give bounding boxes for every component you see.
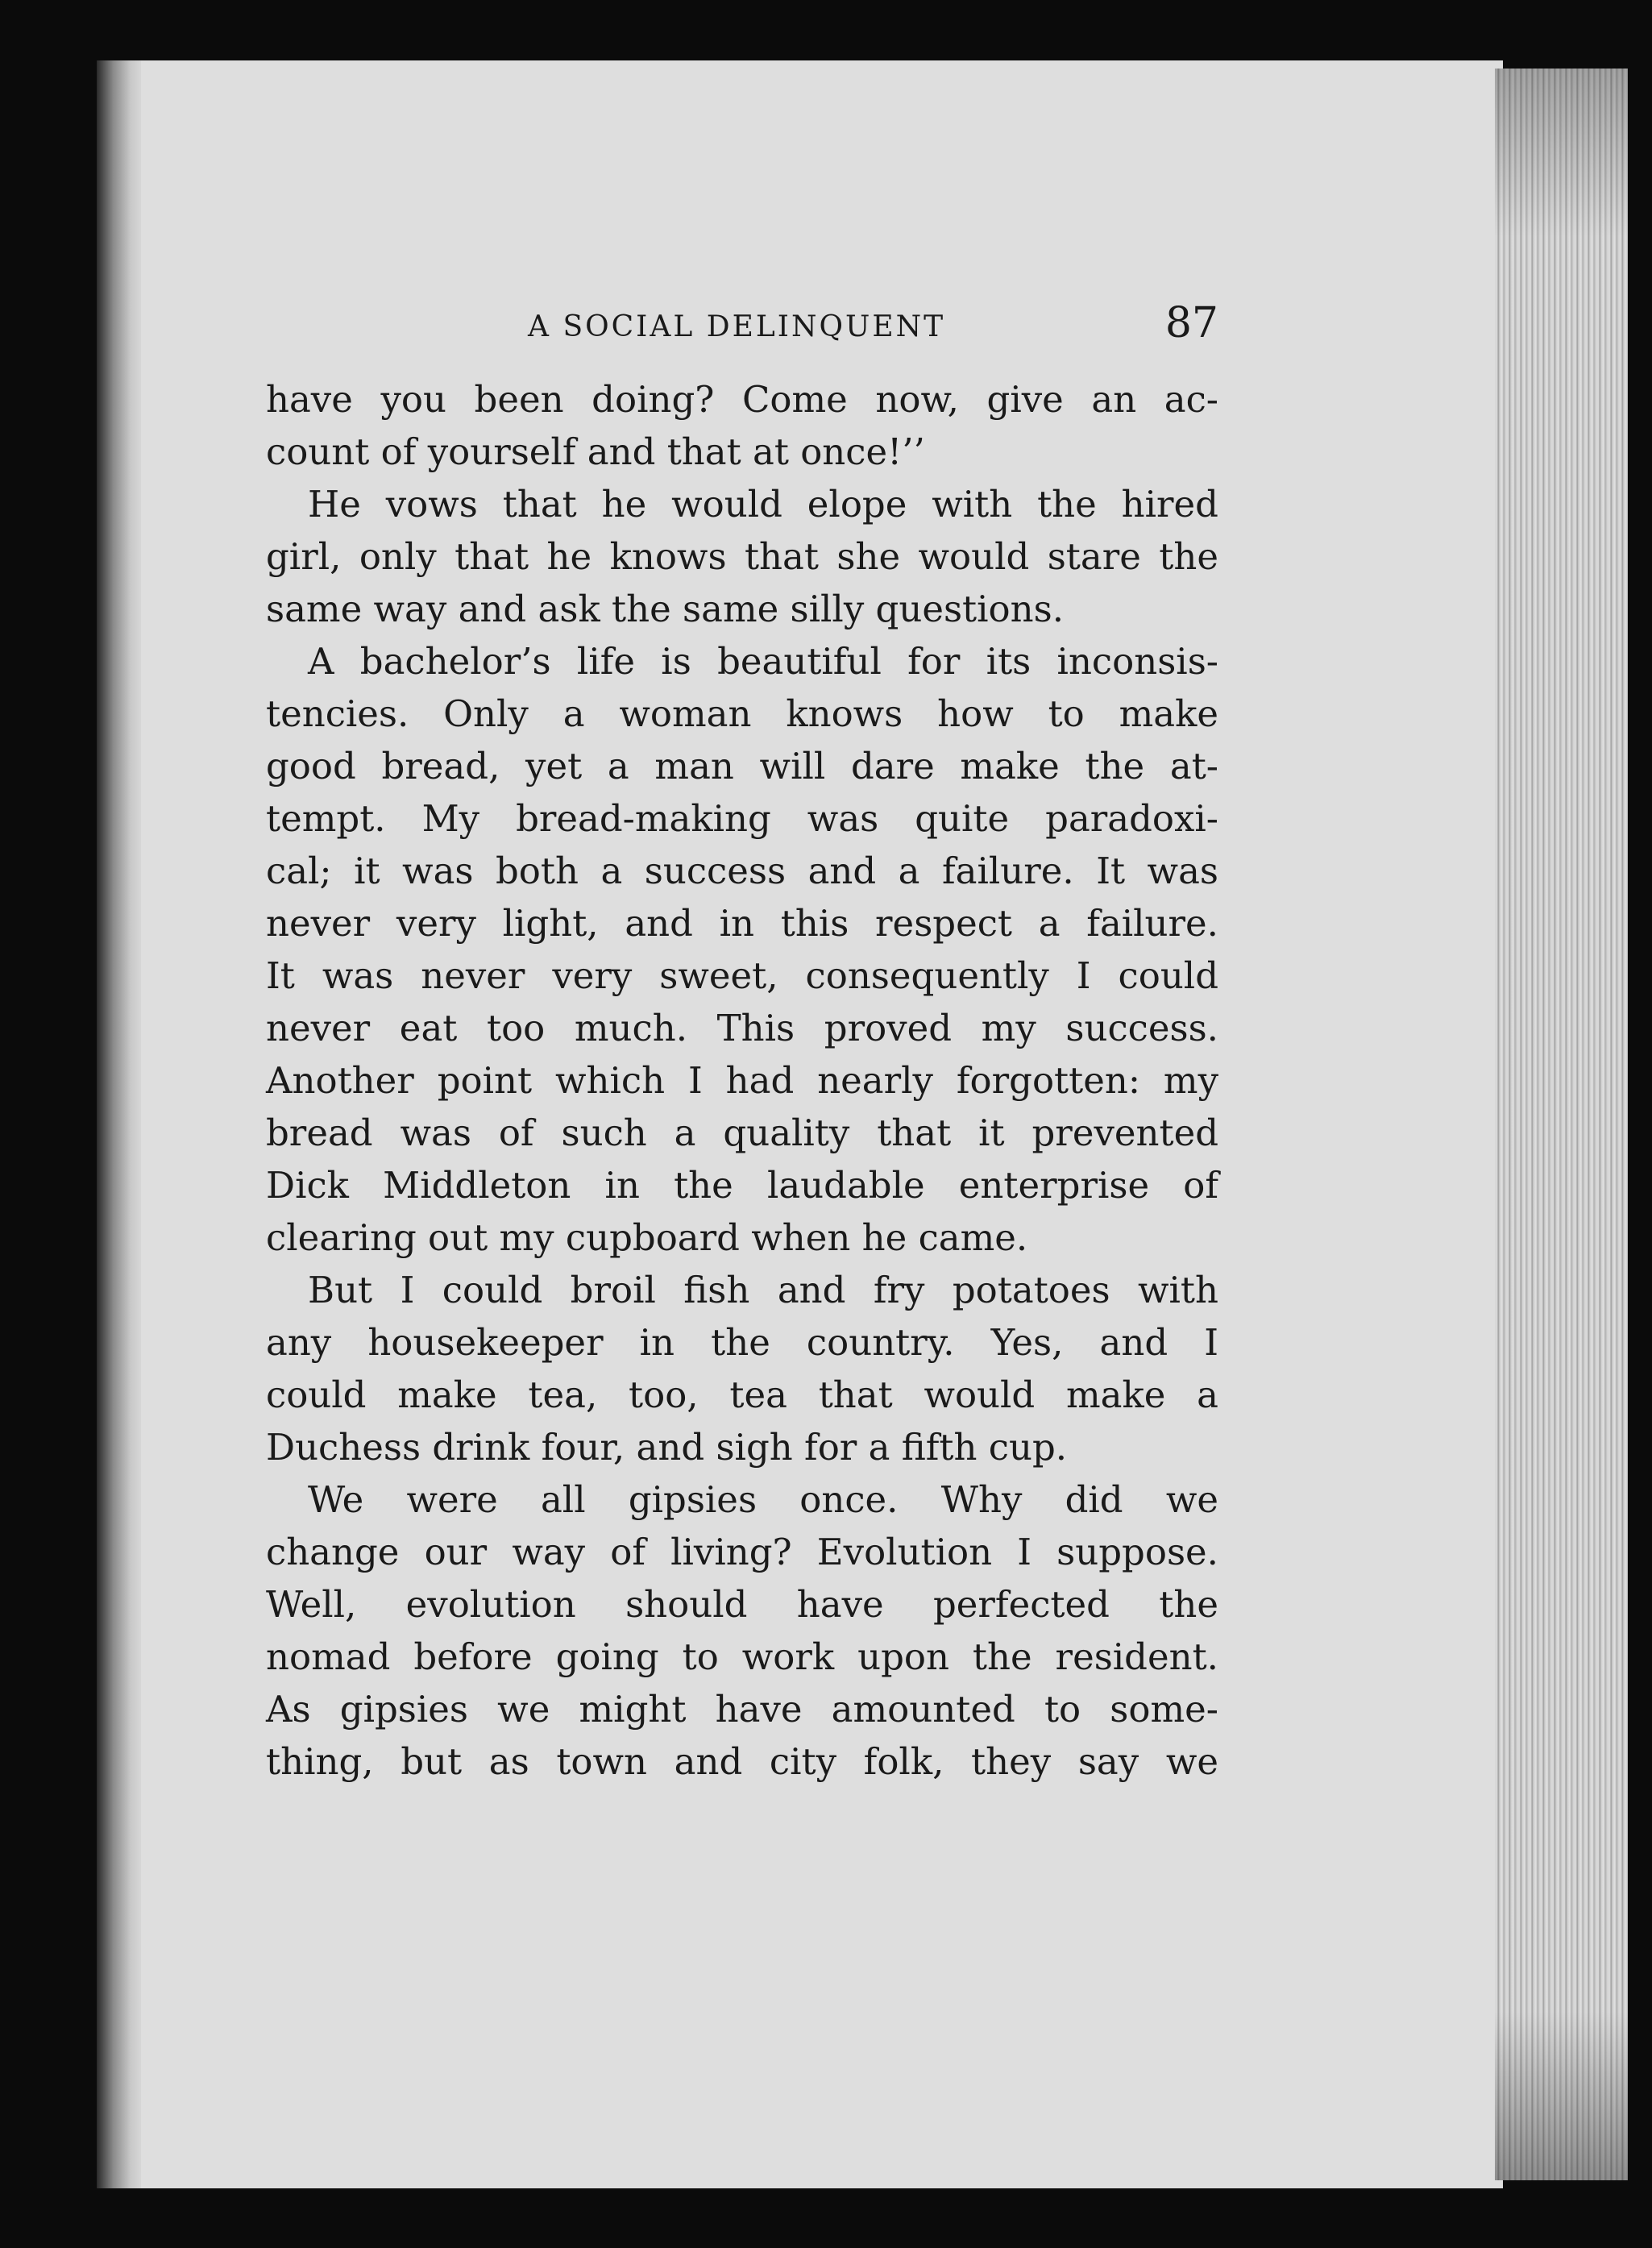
page-edges xyxy=(1495,69,1628,2180)
text-block xyxy=(266,299,1218,1788)
running-title: A SOCIAL DELINQUENT xyxy=(528,310,946,343)
body-line: We were all gipsies once. Why did we xyxy=(308,1478,1218,1521)
body-line: change our way of living? Evolution I suppose. xyxy=(266,1531,1218,1573)
book-gutter xyxy=(97,60,145,2188)
body-line: A bachelor’s life is beautiful for its inconsis- xyxy=(308,640,1218,683)
body-line: count of yourself and that at once!’’ xyxy=(266,430,925,473)
body-line: It was never very sweet, consequently I could xyxy=(266,954,1218,997)
body-line: But I could broil fish and fry potatoes with xyxy=(308,1269,1218,1311)
body-line: Dick Middleton in the laudable enterprise of xyxy=(266,1164,1218,1207)
body-line: nomad before going to work upon the resident. xyxy=(266,1635,1218,1678)
body-line: could make tea, too, tea that would make a xyxy=(266,1373,1218,1416)
body-line: tempt. My bread-making was quite paradoxi- xyxy=(266,797,1218,840)
body-line: never very light, and in this respect a failure. xyxy=(266,902,1218,945)
body-line: Well, evolution should have perfected the xyxy=(266,1583,1218,1626)
body-line: tencies. Only a woman knows how to make xyxy=(266,692,1218,735)
body-line: Duchess drink four, and sigh for a fifth cup. xyxy=(266,1426,1068,1469)
body-line: girl, only that he knows that she would stare the xyxy=(266,535,1218,578)
body-line: bread was of such a quality that it prevented xyxy=(266,1112,1218,1154)
running-head xyxy=(266,299,1218,367)
body-line: never eat too much. This proved my success. xyxy=(266,1007,1218,1049)
body-line: Another point which I had nearly forgotten: my xyxy=(266,1059,1218,1102)
body-line: clearing out my cupboard when he came. xyxy=(266,1216,1028,1259)
body-line: any housekeeper in the country. Yes, and I xyxy=(266,1321,1218,1364)
body-line: same way and ask the same silly questions. xyxy=(266,588,1064,630)
body-line: As gipsies we might have amounted to some- xyxy=(266,1688,1218,1731)
page-number: 87 xyxy=(1164,299,1218,347)
body-line: He vows that he would elope with the hired xyxy=(308,483,1218,526)
body-line: good bread, yet a man will dare make the at- xyxy=(266,745,1218,787)
body-line: have you been doing? Come now, give an ac- xyxy=(266,378,1218,421)
body-line: cal; it was both a success and a failure. It was xyxy=(266,850,1218,892)
body-line: thing, but as town and city folk, they say we xyxy=(266,1740,1218,1783)
